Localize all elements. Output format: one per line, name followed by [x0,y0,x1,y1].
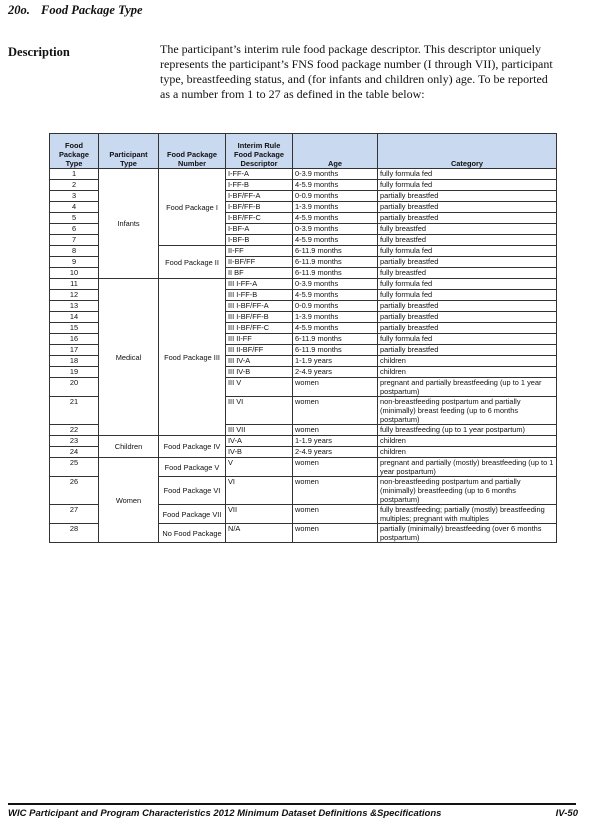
age-cell: 0-3.9 months [293,169,378,180]
age-cell: women [293,524,378,543]
descriptor-cell: VI [226,477,293,505]
category-cell: fully breastfed [378,224,557,235]
descriptor-cell: I-FF-A [226,169,293,180]
header-food-package-type: Food Package Type [50,134,99,169]
descriptor-cell: I-BF-A [226,224,293,235]
header-category: Category [378,134,557,169]
food-package-type-cell: 2 [50,180,99,191]
descriptor-cell: III IV-A [226,356,293,367]
descriptor-cell: III II-BF/FF [226,345,293,356]
participant-type-cell: Children [99,436,159,458]
age-cell: 0-3.9 months [293,279,378,290]
section-number: 20o. [8,3,30,17]
descriptor-cell: III IV-B [226,367,293,378]
descriptor-cell: IV-A [226,436,293,447]
category-cell: fully breastfed [378,235,557,246]
descriptor-cell: I-BF/FF-B [226,202,293,213]
descriptor-cell: III I-BF/FF-A [226,301,293,312]
descriptor-cell: I-BF/FF-A [226,191,293,202]
food-package-type-cell: 11 [50,279,99,290]
food-package-type-cell: 22 [50,425,99,436]
food-package-type-cell: 10 [50,268,99,279]
descriptor-cell: N/A [226,524,293,543]
header-food-package-number: Food Package Number [159,134,226,169]
table-row [50,436,557,447]
food-package-type-cell: 3 [50,191,99,202]
table-row [50,458,557,477]
descriptor-cell: I-BF/FF-C [226,213,293,224]
descriptor-cell: IV-B [226,447,293,458]
food-package-type-cell: 25 [50,458,99,477]
food-package-type-cell: 18 [50,356,99,367]
food-package-type-cell: 27 [50,505,99,524]
participant-type-cell: Infants [99,169,159,279]
category-cell: partially breastfed [378,202,557,213]
page-footer [8,808,578,819]
category-cell: fully breastfed [378,268,557,279]
age-cell: 4-5.9 months [293,180,378,191]
food-package-type-cell: 19 [50,367,99,378]
participant-type-cell: Medical [99,279,159,436]
descriptor-cell: II-BF/FF [226,257,293,268]
category-cell: partially breastfed [378,213,557,224]
footer-text: WIC Participant and Program Characteristics 2012 Minimum Dataset Definitions &Specifications [8,808,442,819]
section-heading [8,3,143,18]
descriptor-cell: I-BF-B [226,235,293,246]
age-cell: 2-4.9 years [293,447,378,458]
age-cell: women [293,397,378,425]
food-package-type-cell: 4 [50,202,99,213]
descriptor-cell: III I-FF-B [226,290,293,301]
age-cell: 1-1.9 years [293,436,378,447]
participant-type-cell: Women [99,458,159,543]
descriptor-cell: VII [226,505,293,524]
category-cell: children [378,356,557,367]
food-package-type-cell: 17 [50,345,99,356]
table-row [50,279,557,290]
food-package-type-cell: 15 [50,323,99,334]
food-package-type-cell: 28 [50,524,99,543]
food-package-type-cell: 13 [50,301,99,312]
header-participant-type: Participant Type [99,134,159,169]
category-cell: children [378,436,557,447]
age-cell: 6-11.9 months [293,268,378,279]
header-descriptor: Interim Rule Food Package Descriptor [226,134,293,169]
category-cell: partially breastfed [378,323,557,334]
food-package-type-cell: 16 [50,334,99,345]
food-package-number-cell: Food Package IV [159,436,226,458]
descriptor-cell: III I-FF-A [226,279,293,290]
age-cell: 4-5.9 months [293,323,378,334]
category-cell: fully formula fed [378,169,557,180]
food-package-number-cell: Food Package II [159,246,226,279]
footer-rule [8,803,576,805]
age-cell: 2-4.9 years [293,367,378,378]
age-cell: 0-0.9 months [293,191,378,202]
age-cell: 6-11.9 months [293,246,378,257]
descriptor-cell: III II-FF [226,334,293,345]
table-body [50,169,557,543]
descriptor-cell: II-FF [226,246,293,257]
food-package-type-cell: 20 [50,378,99,397]
descriptor-cell: III I-BF/FF-C [226,323,293,334]
category-cell: children [378,447,557,458]
food-package-type-cell: 6 [50,224,99,235]
food-package-type-cell: 8 [50,246,99,257]
section-title: Food Package Type [41,3,143,17]
food-package-type-cell: 26 [50,477,99,505]
food-package-number-cell: Food Package V [159,458,226,477]
category-cell: partially breastfed [378,191,557,202]
descriptor-cell: III V [226,378,293,397]
age-cell: 4-5.9 months [293,290,378,301]
category-cell: fully formula fed [378,279,557,290]
food-package-type-cell: 12 [50,290,99,301]
food-package-type-cell: 24 [50,447,99,458]
category-cell: pregnant and partially breastfeeding (up to 1 year postpartum) [378,378,557,397]
category-cell: partially (minimally) breastfeeding (over 6 months postpartum) [378,524,557,543]
age-cell: 0-3.9 months [293,224,378,235]
header-age: Age [293,134,378,169]
food-package-number-cell: Food Package I [159,169,226,246]
age-cell: women [293,477,378,505]
food-package-number-cell: No Food Package [159,524,226,543]
food-package-type-cell: 14 [50,312,99,323]
descriptor-cell: II BF [226,268,293,279]
descriptor-cell: III I-BF/FF-B [226,312,293,323]
food-package-number-cell: Food Package VI [159,477,226,505]
age-cell: 1-3.9 months [293,312,378,323]
food-package-type-cell: 1 [50,169,99,180]
category-cell: non-breastfeeding postpartum and partially (minimally) breast feeding (up to 6 months postpartum) [378,397,557,425]
age-cell: 1-1.9 years [293,356,378,367]
descriptor-cell: V [226,458,293,477]
food-package-type-cell: 9 [50,257,99,268]
category-cell: partially breastfed [378,345,557,356]
age-cell: 1-3.9 months [293,202,378,213]
category-cell: fully formula fed [378,180,557,191]
age-cell: women [293,458,378,477]
food-package-type-cell: 23 [50,436,99,447]
food-package-number-cell: Food Package VII [159,505,226,524]
descriptor-cell: I-FF-B [226,180,293,191]
page-number: IV-50 [555,808,578,819]
descriptor-cell: III VII [226,425,293,436]
description-label: Description [8,45,70,59]
age-cell: 6-11.9 months [293,257,378,268]
category-cell: children [378,367,557,378]
food-package-type-cell: 5 [50,213,99,224]
description-text: The participant’s interim rule food package descriptor. This descriptor uniquely represents the participant’s FNS food package number (I through VII), participant type, breastfeeding status, and (for infants and children only) age. To be reported as a number from 1 to 27 as defined in the table below: [160,42,553,101]
category-cell: pregnant and partially (mostly) breastfeeding (up to 1 year postpartum) [378,458,557,477]
table-row [50,169,557,180]
category-cell: fully formula fed [378,246,557,257]
category-cell: fully breastfeeding; partially (mostly) breastfeeding multiples; pregnant with multiples [378,505,557,524]
age-cell: 4-5.9 months [293,213,378,224]
age-cell: 6-11.9 months [293,334,378,345]
food-package-table [49,133,557,543]
age-cell: women [293,425,378,436]
descriptor-cell: III VI [226,397,293,425]
category-cell: fully formula fed [378,290,557,301]
category-cell: partially breastfed [378,257,557,268]
age-cell: women [293,378,378,397]
food-package-number-cell: Food Package III [159,279,226,436]
category-cell: fully formula fed [378,334,557,345]
food-package-type-cell: 21 [50,397,99,425]
food-package-type-cell: 7 [50,235,99,246]
category-cell: partially breastfed [378,312,557,323]
age-cell: women [293,505,378,524]
category-cell: partially breastfed [378,301,557,312]
table-header-row [50,134,557,169]
age-cell: 4-5.9 months [293,235,378,246]
category-cell: non-breastfeeding postpartum and partially (minimally) breastfeeding (up to 6 months postpartum) [378,477,557,505]
category-cell: fully breastfeeding (up to 1 year postpartum) [378,425,557,436]
age-cell: 6-11.9 months [293,345,378,356]
age-cell: 0-0.9 months [293,301,378,312]
